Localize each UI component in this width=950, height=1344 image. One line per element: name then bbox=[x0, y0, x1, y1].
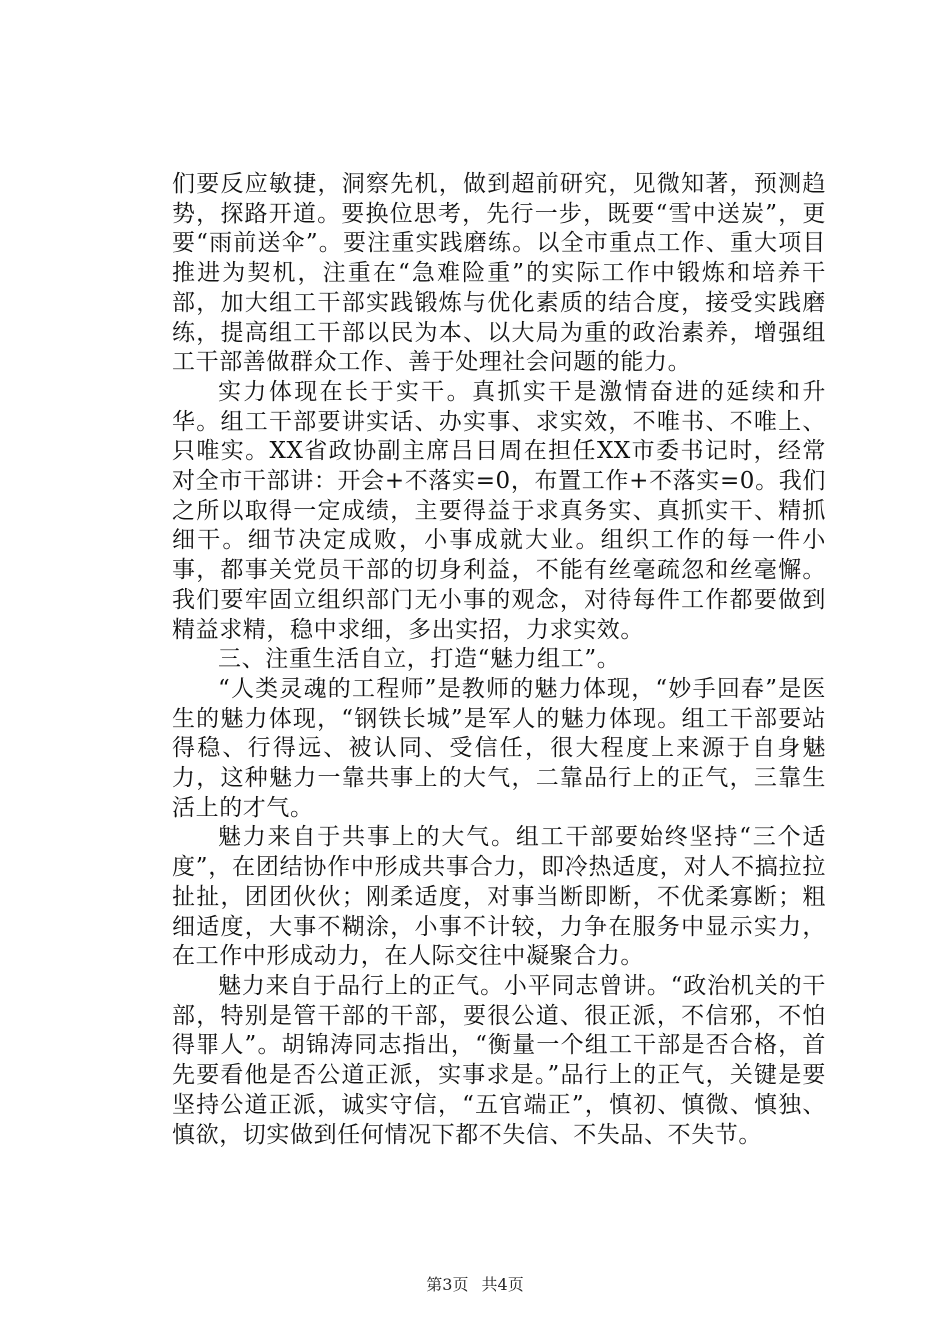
paragraph-3: “人类灵魂的工程师”是教师的魅力体现，“妙手回春”是医生的魅力体现，“钢铁长城”是军人的魅力体现。组工干部要站得稳、行得远、被认同、受信任，很大程度上来源于自身魅力，这种魅力一靠共事上的大气，二靠品行上的正气，三靠生活上的才气。 bbox=[172, 675, 826, 821]
paragraph-2: 实力体现在长于实干。真抓实干是激情奋进的延续和升华。组工干部要讲实话、办实事、求实效，不唯书、不唯上、只唯实。XX省政协副主席吕日周在担任XX市委书记时，经常对全市干部讲：开会+不落实=0，布置工作+不落实=0。我们之所以取得一定成绩，主要得益于求真务实、真抓实干、精抓细干。细节决定成败，小事成就大业。组织工作的每一件小事，都事关党员干部的切身利益，不能有丝毫疏忽和丝毫懈。我们要牢固立组织部门无小事的观念，对待每件工作都要做到精益求精，稳中求细，多出实招，力求实效。 bbox=[172, 378, 826, 643]
paragraph-1: 们要反应敏捷，洞察先机，做到超前研究，见微知著，预测趋势，探路开道。要换位思考，先行一步，既要“雪中送炭”，更要“雨前送伞”。要注重实践磨练。以全市重点工作、重大项目推进为契机，注重在“急难险重”的实际工作中锻炼和培养干部，加大组工干部实践锻炼与优化素质的结合度，接受实践磨练，提高组工干部以民为本、以大局为重的政治素养，增强组工干部善做群众工作、善于处理社会问题的能力。 bbox=[172, 171, 826, 376]
section-heading: 三、注重生活自立，打造“魅力组工”。 bbox=[218, 646, 621, 673]
paragraph-4: 魅力来自于共事上的大气。组工干部要始终坚持“三个适度”，在团结协作中形成共事合力，即冷热适度，对人不搞拉拉扯扯，团团伙伙；刚柔适度，对事当断即断，不优柔寡断；粗细适度，大事不糊涂，小事不计较，力争在服务中显示实力，在工作中形成动力，在人际交往中凝聚合力。 bbox=[172, 824, 826, 970]
page-number: 第3页 bbox=[426, 1275, 469, 1294]
document-body bbox=[172, 170, 826, 1150]
page-footer bbox=[0, 1275, 950, 1295]
page-total: 共4页 bbox=[481, 1275, 524, 1294]
paragraph-5: 魅力来自于品行上的正气。小平同志曾讲。“政治机关的干部，特别是管干部的干部，要很公道、很正派，不信邪，不怕得罪人”。胡锦涛同志指出，“衡量一个组工干部是否合格，首先要看他是否公道正派，实事求是。”品行上的正气，关键是要坚持公道正派，诚实守信，“五官端正”，慎初、慎微、慎独、慎欲，切实做到任何情况下都不失信、不失品、不失节。 bbox=[172, 972, 826, 1148]
